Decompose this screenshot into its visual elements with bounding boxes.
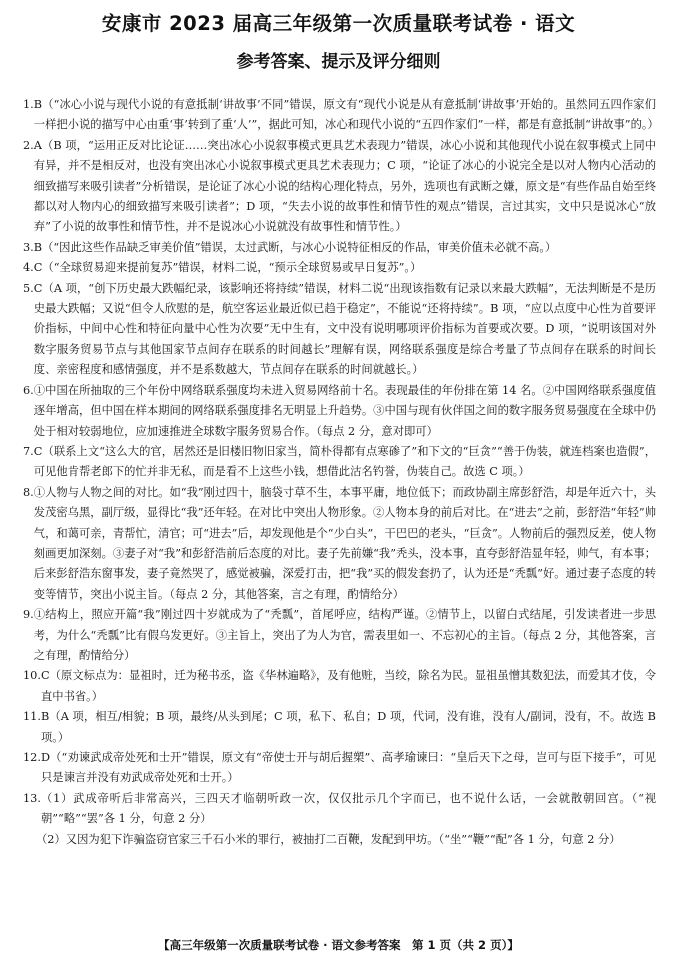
answer-item — [23, 830, 656, 850]
answer-text: D（“劝谏武成帝处死和士开”错误，原文有“帝使士开与胡后握槊”、高孝瑜谏曰：“皇后天下之母，岂可与臣下接手”，可见只是谏言并没有劝武成帝处死和士开。） — [40, 751, 656, 785]
answer-text: C（联系上文“这么大的官，居然还是旧楼旧物旧家当，简朴得都有点寒碜了”和下文的“巨贪”“善于伪装，就连档案也造假”，可见他肯帮老郎下的忙并非无私，而是看不上这些小钱，想借此沽名钓誉，伪装自己。故选 C 项。） — [33, 444, 656, 479]
answer-text: ①人物与人物之间的对比。如“我”刚过四十，脑袋寸草不生，本事平庸，地位低下；而政协副主席彭舒浩，却是年近六十，头发茂密乌黑，副厅级，显得比“我”还年轻。在对比中突出人物形象。②人物本身的前后对比。在“进去”之前，彭舒浩“年轻”帅气，和蔼可亲，青帮忙，清官；可“进去”后，却发现他是个“少白头”，干巴巴的老头，“巨贪”。人物前后的强烈反差，使人物刻画更加深刻。③妻子对“我”和彭舒浩前后态度的对比。妻子先前嫌“我”秃头，没本事，直夸彭舒浩显年轻，帅气，有本事；后来彭舒浩东窗事发，妻子竟然哭了，感觉被骗，深爱打击，把“我”买的假发套扔了，认为还是“秃瓢”好。通过妻子态度的转变等情节，突出小说主旨。（每点 2 分，其他答案，言之有理，酌情给分） — [33, 485, 656, 601]
answer-text: ①结构上，照应开篇“我”刚过四十岁就成为了“秃瓢”，首尾呼应，结构严谨。②情节上，以留白式结尾，引发读者进一步思考，为什么“秃瓢”比有假乌发更好。③主旨上，突出了为人为官，需表里如一、不忘初心的主旨。（每点 2 分，其他答案，言之有理，酌情给分） — [33, 608, 656, 662]
answer-number: 8. — [23, 485, 34, 499]
answer-number: 7. — [23, 444, 34, 458]
answer-number: 9. — [23, 608, 34, 622]
answer-number: 5. — [23, 281, 34, 295]
page-title: 安康市 2023 届高三年级第一次质量联考试卷 · 语文 — [101, 12, 576, 35]
answer-text: B（“因此这些作品缺乏审美价值”错误，太过武断，与冰心小说特征相反的作品，审美价值未必就不高。） — [33, 240, 557, 254]
answer-text: B（“冰心小说与现代小说的有意抵制‘讲故事’不同”错误，原文有“现代小说是从有意抵制‘讲故事’开始的。虽然同五四作家们一样把小说的描写中心由重‘事’转到了重‘人’”，据此可知，冰心和现代小说的“五四作家们”一样，都是有意抵制“讲故事”的。） — [33, 98, 659, 132]
answer-item — [23, 136, 656, 238]
answer-number: 1. — [23, 98, 34, 111]
answer-text: （1）武成帝听后非常高兴，三四天才临朝听政一次，仅仅批示几个字而已，也不说什么话，一会就散朝回宫。（“视朝”“略”“罢”各 1 分，句意 2 分） — [40, 791, 656, 826]
answer-item — [23, 666, 656, 707]
answer-text: （2）又因为犯下诈骗盗窃官家三千石小米的罪行，被抽打二百鞭，发配到甲坊。（“坐”“鞭”“配”各 1 分，句意 2 分） — [36, 832, 621, 846]
answer-number: 3. — [23, 240, 34, 254]
answer-item — [23, 95, 659, 136]
page-subtitle: 参考答案、提示及评分细则 — [236, 52, 441, 72]
answer-number: 2. — [23, 138, 34, 152]
answer-text: C（“全球贸易迎来提前复苏”错误，材料二说，“预示全球贸易或早日复苏”。） — [33, 261, 422, 275]
page-footer: 【高三年级第一次质量联考试卷 · 语文参考答案 第 1 页（共 2 页）】 — [158, 938, 519, 952]
answer-text: C（A 项，“创下历史最大跌幅纪录，该影响还将持续”错误，材料二说“出现该指数有记录以来最大跌幅”，无法判断是不是历史最大跌幅；又说“但令人欣慰的是，航空客运业最近似已趋于稳定”，不能说“还将持续”。B 项，“应以点度中心性为首要评价指标，中间中心性和特征向量中心性为次要”无中生有，文中没有说明哪项评价指标为首要或次要。D 项，“说明该国对外数字服务贸易节点与其他国家节点间存在联系的时间越长”理解有误，网络联系强度是综合考量了节点间存在联系的时间长度、亲密程度和感情强度，并不是系数越大，节点间存在联系的时间就越长。） — [33, 281, 656, 377]
answer-item — [23, 238, 656, 258]
answer-number: 13. — [23, 791, 41, 805]
answer-item — [23, 748, 656, 789]
answer-item — [23, 707, 656, 748]
answer-item — [23, 258, 656, 278]
answer-list — [23, 95, 659, 850]
answer-item — [23, 483, 656, 605]
answer-item — [23, 442, 656, 483]
answer-text: ①中国在所抽取的三个年份中网络联系强度均未进入贸易网络前十名。表现最佳的年份排在第 14 名。②中国网络联系强度值逐年增高，但中国在样本期间的网络联系强度排名无明显上升趋势。③中国与现有伙伴国之间的数字服务贸易强度在全球中仍处于相对较弱地位，应加速推进全球数字服务贸易合作。（每点 2 分，意对即可） — [33, 383, 656, 438]
answer-number: 4. — [23, 261, 34, 275]
answer-text: C（原文标点为：显祖时，迁为秘书丞，盗《华林遍略》，及有他赃，当绞，除名为民。显祖虽憎其数犯法，而爱其才伎，令直中书省。） — [40, 669, 656, 703]
answer-number: 10. — [23, 669, 41, 683]
answer-number: 12. — [23, 751, 41, 764]
answer-item — [23, 381, 656, 442]
answer-item — [23, 279, 656, 381]
answer-item — [23, 605, 656, 666]
answer-text: A（B 项，“运用正反对比论证……突出冰心小说叙事模式更具艺术表现力”错误，冰心小说和其他现代小说在叙事模式上同中有异，并不是相反对，也没有突出冰心小说叙事模式更具艺术表现力；C 项，“论证了冰心的小说完全是以对人物内心活动的细致描写来吸引读者”分析错误，是论证了冰心小说的结构心理化特点，另外，选项也有武断之嫌，原文是“有些作品自始至终都以对人物内心的细致描写来吸引读者”；D 项，“失去小说的故事性和情节性的观点”错误，言过其实，文中只是说冰心“放弃”了小说的故事性和情节性，并不是说冰心小说就没有故事性和情节性。） — [33, 138, 656, 234]
answer-item — [23, 789, 656, 830]
answer-number: 11. — [23, 710, 41, 724]
answer-text: B（A 项，相互/相貌；B 项，最终/从头到尾；C 项，私下、私自；D 项，代词，没有谁，没有人/副词，没有，不。故选 B 项。） — [40, 710, 656, 744]
answer-number: 6. — [23, 383, 34, 397]
